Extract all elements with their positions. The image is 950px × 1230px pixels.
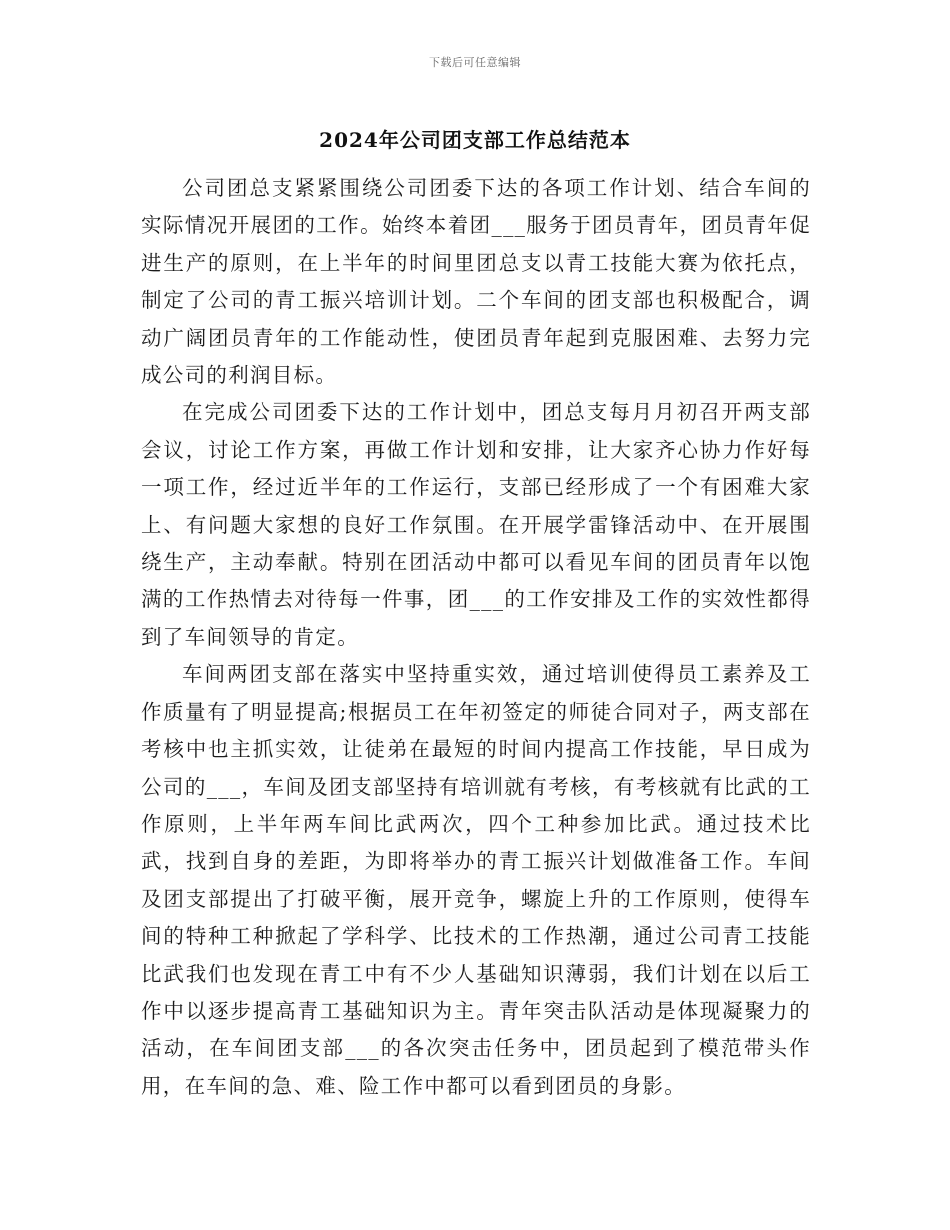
document-title: 2024年公司团支部工作总结范本 [319,128,631,152]
header-note: 下载后可任意编辑 [429,56,521,69]
paragraph-3: 车间两团支部在落实中坚持重实效，通过培训使得员工素养及工作质量有了明显提高;根据员工在年初签定的师徒合同对子，两支部在考核中也主抓实效，让徒弟在最短的时间内提高工作技能，早日成为公司的___，车间及团支部坚持有培训就有考核，有考核就有比武的工作原则，上半年两车间比武两次，四个工种参加比武。通过技术比武，找到自身的差距，为即将举办的青工振兴计划做准备工作。车间及团支部提出了打破平衡，展开竞争，螺旋上升的工作原则，使得车间的特种工种掀起了学科学、比技术的工作热潮，通过公司青工技能比武我们也发现在青工中有不少人基础知识薄弱，我们计划在以后工作中以逐步提高青工基础知识为主。青年突击队活动是体现凝聚力的活动，在车间团支部___的各次突击任务中，团员起到了模范带头作用，在车间的急、难、险工作中都可以看到团员的身影。 [141,662,811,1098]
paragraph-2: 在完成公司团委下达的工作计划中，团总支每月月初召开两支部会议，讨论工作方案，再做工作计划和安排，让大家齐心协力作好每一项工作，经过近半年的工作运行，支部已经形成了一个有困难大家上、有问题大家想的良好工作氛围。在开展学雷锋活动中、在开展围绕生产，主动奉献。特别在团活动中都可以看见车间的团员青年以饱满的工作热情去对待每一件事，团___的工作安排及工作的实效性都得到了车间领导的肯定。 [141,400,811,649]
paragraph-1: 公司团总支紧紧围绕公司团委下达的各项工作计划、结合车间的实际情况开展团的工作。始终本着团___服务于团员青年，团员青年促进生产的原则，在上半年的时间里团总支以青工技能大赛为依托点，制定了公司的青工振兴培训计划。二个车间的团支部也积极配合，调动广阔团员青年的工作能动性，使团员青年起到克服困难、去努力完成公司的利润目标。 [141,176,811,388]
document-body [141,170,811,1105]
